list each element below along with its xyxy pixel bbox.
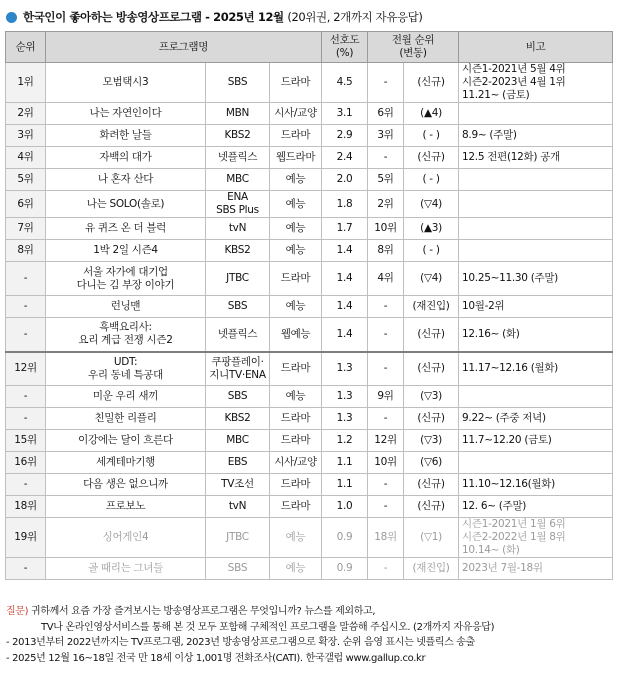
prev-rank: -: [368, 318, 404, 352]
table-row: [6, 191, 613, 218]
channel: JTBC: [206, 518, 270, 558]
remark: 12. 6~ (주말): [459, 496, 613, 518]
rank: 5위: [6, 169, 46, 191]
rank: 4위: [6, 147, 46, 169]
rank-change: (신규): [404, 408, 459, 430]
genre: 예능: [270, 518, 322, 558]
table-row: [6, 496, 613, 518]
ranking-table: [5, 31, 613, 580]
program-name: 미운 우리 새끼: [46, 386, 206, 408]
program-name: 유 퀴즈 온 더 블럭: [46, 218, 206, 240]
channel: TV조선: [206, 474, 270, 496]
channel: KBS2: [206, 125, 270, 147]
rank-change: (신규): [404, 496, 459, 518]
channel: tvN: [206, 496, 270, 518]
prev-rank: -: [368, 63, 404, 103]
table-row: [6, 518, 613, 558]
rank: 8위: [6, 240, 46, 262]
title-sub: (20위권, 2개까지 자유응답): [287, 10, 423, 24]
rank-change: ( - ): [404, 169, 459, 191]
prev-rank: 8위: [368, 240, 404, 262]
channel: MBN: [206, 103, 270, 125]
prev-rank: 2위: [368, 191, 404, 218]
prev-rank: 10위: [368, 218, 404, 240]
remark: 10.25~11.30 (주말): [459, 262, 613, 296]
genre: 예능: [270, 558, 322, 580]
table-row: [6, 408, 613, 430]
program-name: 나는 SOLO(솔로): [46, 191, 206, 218]
program-name: 모범택시3: [46, 63, 206, 103]
remark: 시즌1-2021년 1월 6위 시즌2-2022년 1월 8위 10.14~ (화): [459, 518, 613, 558]
preference-pct: 3.1: [322, 103, 368, 125]
remark: 10월-2위: [459, 296, 613, 318]
rank: 18위: [6, 496, 46, 518]
footer-notes: [6, 604, 614, 666]
preference-pct: 1.4: [322, 318, 368, 352]
program-name: 이강에는 달이 흐른다: [46, 430, 206, 452]
preference-pct: 1.4: [322, 296, 368, 318]
remark: 2023년 7월-18위: [459, 558, 613, 580]
channel: 넷플릭스: [206, 147, 270, 169]
rank: 15위: [6, 430, 46, 452]
preference-pct: 1.0: [322, 496, 368, 518]
program-name: 화려한 날들: [46, 125, 206, 147]
rank-change: (▽6): [404, 452, 459, 474]
rank-change: ( - ): [404, 125, 459, 147]
rank: 19위: [6, 518, 46, 558]
program-name: 골 때리는 그녀들: [46, 558, 206, 580]
table-row: [6, 558, 613, 580]
table-row: [6, 125, 613, 147]
table-row: [6, 262, 613, 296]
bullet-dot-icon: [6, 12, 17, 23]
table-row: [6, 430, 613, 452]
channel: MBC: [206, 430, 270, 452]
program-name: 싱어게인4: [46, 518, 206, 558]
preference-pct: 1.8: [322, 191, 368, 218]
rank-change: (▲4): [404, 103, 459, 125]
header-rank: 순위: [6, 32, 46, 63]
channel: SBS: [206, 386, 270, 408]
preference-pct: 1.3: [322, 408, 368, 430]
table-row: [6, 240, 613, 262]
genre: 예능: [270, 240, 322, 262]
table-row: [6, 474, 613, 496]
table-body: [6, 63, 613, 580]
prev-rank: 9위: [368, 386, 404, 408]
prev-rank: 5위: [368, 169, 404, 191]
remark: 11.7~12.20 (금토): [459, 430, 613, 452]
rank: 16위: [6, 452, 46, 474]
program-name: 흑백요리사: 요리 계급 전쟁 시즌2: [46, 318, 206, 352]
preference-pct: 2.0: [322, 169, 368, 191]
remark: 11.10~12.16(월화): [459, 474, 613, 496]
genre: 시사/교양: [270, 103, 322, 125]
remark: [459, 103, 613, 125]
program-name: 자백의 대가: [46, 147, 206, 169]
genre: 드라마: [270, 262, 322, 296]
program-name: 나는 자연인이다: [46, 103, 206, 125]
genre: 예능: [270, 218, 322, 240]
rank-change: (▽1): [404, 518, 459, 558]
program-name: 세계테마기행: [46, 452, 206, 474]
prev-rank: -: [368, 408, 404, 430]
table-row: [6, 147, 613, 169]
preference-pct: 4.5: [322, 63, 368, 103]
prev-rank: 12위: [368, 430, 404, 452]
preference-pct: 1.7: [322, 218, 368, 240]
genre: 웹드라마: [270, 147, 322, 169]
title-row: [6, 8, 422, 26]
rank: -: [6, 262, 46, 296]
genre: 예능: [270, 191, 322, 218]
rank-change: (신규): [404, 147, 459, 169]
remark: [459, 218, 613, 240]
rank-change: (신규): [404, 318, 459, 352]
genre: 드라마: [270, 430, 322, 452]
program-name: 친밀한 리플리: [46, 408, 206, 430]
channel: SBS: [206, 558, 270, 580]
rank-change: (▽4): [404, 191, 459, 218]
program-name: 1박 2일 시즌4: [46, 240, 206, 262]
table-row: [6, 103, 613, 125]
program-name: 프로보노: [46, 496, 206, 518]
preference-pct: 0.9: [322, 518, 368, 558]
note-1: - 2013년부터 2022년까지는 TV프로그램, 2023년 방송영상프로그램으로 확장. 순위 음영 표시는 넷플릭스 송출: [6, 637, 475, 648]
preference-pct: 0.9: [322, 558, 368, 580]
rank-change: (▲3): [404, 218, 459, 240]
table-row: [6, 169, 613, 191]
prev-rank: 18위: [368, 518, 404, 558]
title-main: 한국인이 좋아하는 방송영상프로그램 - 2025년 12월: [23, 10, 284, 24]
remark: 시즌1-2021년 5월 4위 시즌2-2023년 4월 1위 11.21~ (금토): [459, 63, 613, 103]
remark: [459, 452, 613, 474]
channel: 넷플릭스: [206, 318, 270, 352]
channel: SBS: [206, 296, 270, 318]
genre: 웹예능: [270, 318, 322, 352]
rank-change: (신규): [404, 352, 459, 386]
preference-pct: 2.4: [322, 147, 368, 169]
rank: 6위: [6, 191, 46, 218]
question-text-2: TV나 온라인영상서비스를 통해 본 것 모두 포함해 구체적인 프로그램을 말씀해 주십시오. (2개까지 자유응답): [41, 621, 495, 633]
prev-rank: 3위: [368, 125, 404, 147]
preference-pct: 1.1: [322, 452, 368, 474]
rank: -: [6, 408, 46, 430]
header-row: [6, 32, 613, 63]
remark: [459, 386, 613, 408]
question-line-1: [6, 604, 614, 620]
preference-pct: 1.3: [322, 352, 368, 386]
rank-change: (▽3): [404, 430, 459, 452]
header-program: 프로그램명: [46, 32, 322, 63]
rank: -: [6, 558, 46, 580]
remark: 9.22~ (주중 저녁): [459, 408, 613, 430]
rank: -: [6, 318, 46, 352]
rank-change: (▽3): [404, 386, 459, 408]
prev-rank: -: [368, 296, 404, 318]
program-name: 나 혼자 산다: [46, 169, 206, 191]
prev-rank: 4위: [368, 262, 404, 296]
rank: 7위: [6, 218, 46, 240]
genre: 예능: [270, 169, 322, 191]
rank: 1위: [6, 63, 46, 103]
channel: KBS2: [206, 240, 270, 262]
preference-pct: 1.4: [322, 262, 368, 296]
table-row: [6, 452, 613, 474]
channel: SBS: [206, 63, 270, 103]
table-row: [6, 352, 613, 386]
channel: EBS: [206, 452, 270, 474]
channel: JTBC: [206, 262, 270, 296]
remark: [459, 169, 613, 191]
table-row: [6, 386, 613, 408]
genre: 드라마: [270, 352, 322, 386]
remark: [459, 191, 613, 218]
prev-rank: -: [368, 352, 404, 386]
program-name: 다음 생은 없으니까: [46, 474, 206, 496]
remark: 8.9~ (주말): [459, 125, 613, 147]
rank-change: (신규): [404, 63, 459, 103]
page-title: [23, 9, 422, 25]
genre: 드라마: [270, 408, 322, 430]
header-preference-text: 선호도 (%): [329, 34, 360, 59]
rank-change: (재진입): [404, 558, 459, 580]
table-row: [6, 296, 613, 318]
genre: 시사/교양: [270, 452, 322, 474]
rank-change: ( - ): [404, 240, 459, 262]
rank-change: (▽4): [404, 262, 459, 296]
header-remarks: 비고: [459, 32, 613, 63]
remark: 11.17~12.16 (월화): [459, 352, 613, 386]
preference-pct: 1.1: [322, 474, 368, 496]
prev-rank: -: [368, 147, 404, 169]
remark: 12.5 전편(12화) 공개: [459, 147, 613, 169]
header-preference: [322, 32, 368, 63]
prev-rank: -: [368, 474, 404, 496]
channel: ENA SBS Plus: [206, 191, 270, 218]
preference-pct: 2.9: [322, 125, 368, 147]
genre: 드라마: [270, 125, 322, 147]
rank: 3위: [6, 125, 46, 147]
prev-rank: -: [368, 496, 404, 518]
program-name: UDT: 우리 동네 특공대: [46, 352, 206, 386]
program-name: 서울 자가에 대기업 다니는 김 부장 이야기: [46, 262, 206, 296]
channel: MBC: [206, 169, 270, 191]
remark: 12.16~ (화): [459, 318, 613, 352]
genre: 예능: [270, 296, 322, 318]
rank: -: [6, 474, 46, 496]
table-row: [6, 218, 613, 240]
genre: 드라마: [270, 474, 322, 496]
genre: 드라마: [270, 63, 322, 103]
prev-rank: 6위: [368, 103, 404, 125]
channel: 쿠팡플레이· 지니TV·ENA: [206, 352, 270, 386]
header-prev-rank-text: 전월 순위 (변동): [391, 34, 435, 59]
remark: [459, 240, 613, 262]
genre: 예능: [270, 386, 322, 408]
rank: 12위: [6, 352, 46, 386]
preference-pct: 1.4: [322, 240, 368, 262]
rank-change: (신규): [404, 474, 459, 496]
header-prev-rank: [368, 32, 459, 63]
preference-pct: 1.2: [322, 430, 368, 452]
prev-rank: 10위: [368, 452, 404, 474]
rank: -: [6, 296, 46, 318]
prev-rank: -: [368, 558, 404, 580]
channel: tvN: [206, 218, 270, 240]
question-text-1: 귀하께서 요즘 가장 즐겨보시는 방송영상프로그램은 무엇입니까? 뉴스를 제외하고,: [31, 606, 376, 617]
question-label: 질문): [6, 606, 29, 617]
rank: 2위: [6, 103, 46, 125]
rank-change: (재진입): [404, 296, 459, 318]
table-row: [6, 63, 613, 103]
table-row: [6, 318, 613, 352]
rank: -: [6, 386, 46, 408]
program-name: 런닝맨: [46, 296, 206, 318]
genre: 드라마: [270, 496, 322, 518]
note-2: - 2025년 12월 16~18일 전국 만 18세 이상 1,001명 전화조사(CATI). 한국갤럽 www.gallup.co.kr: [6, 652, 426, 664]
channel: KBS2: [206, 408, 270, 430]
preference-pct: 1.3: [322, 386, 368, 408]
